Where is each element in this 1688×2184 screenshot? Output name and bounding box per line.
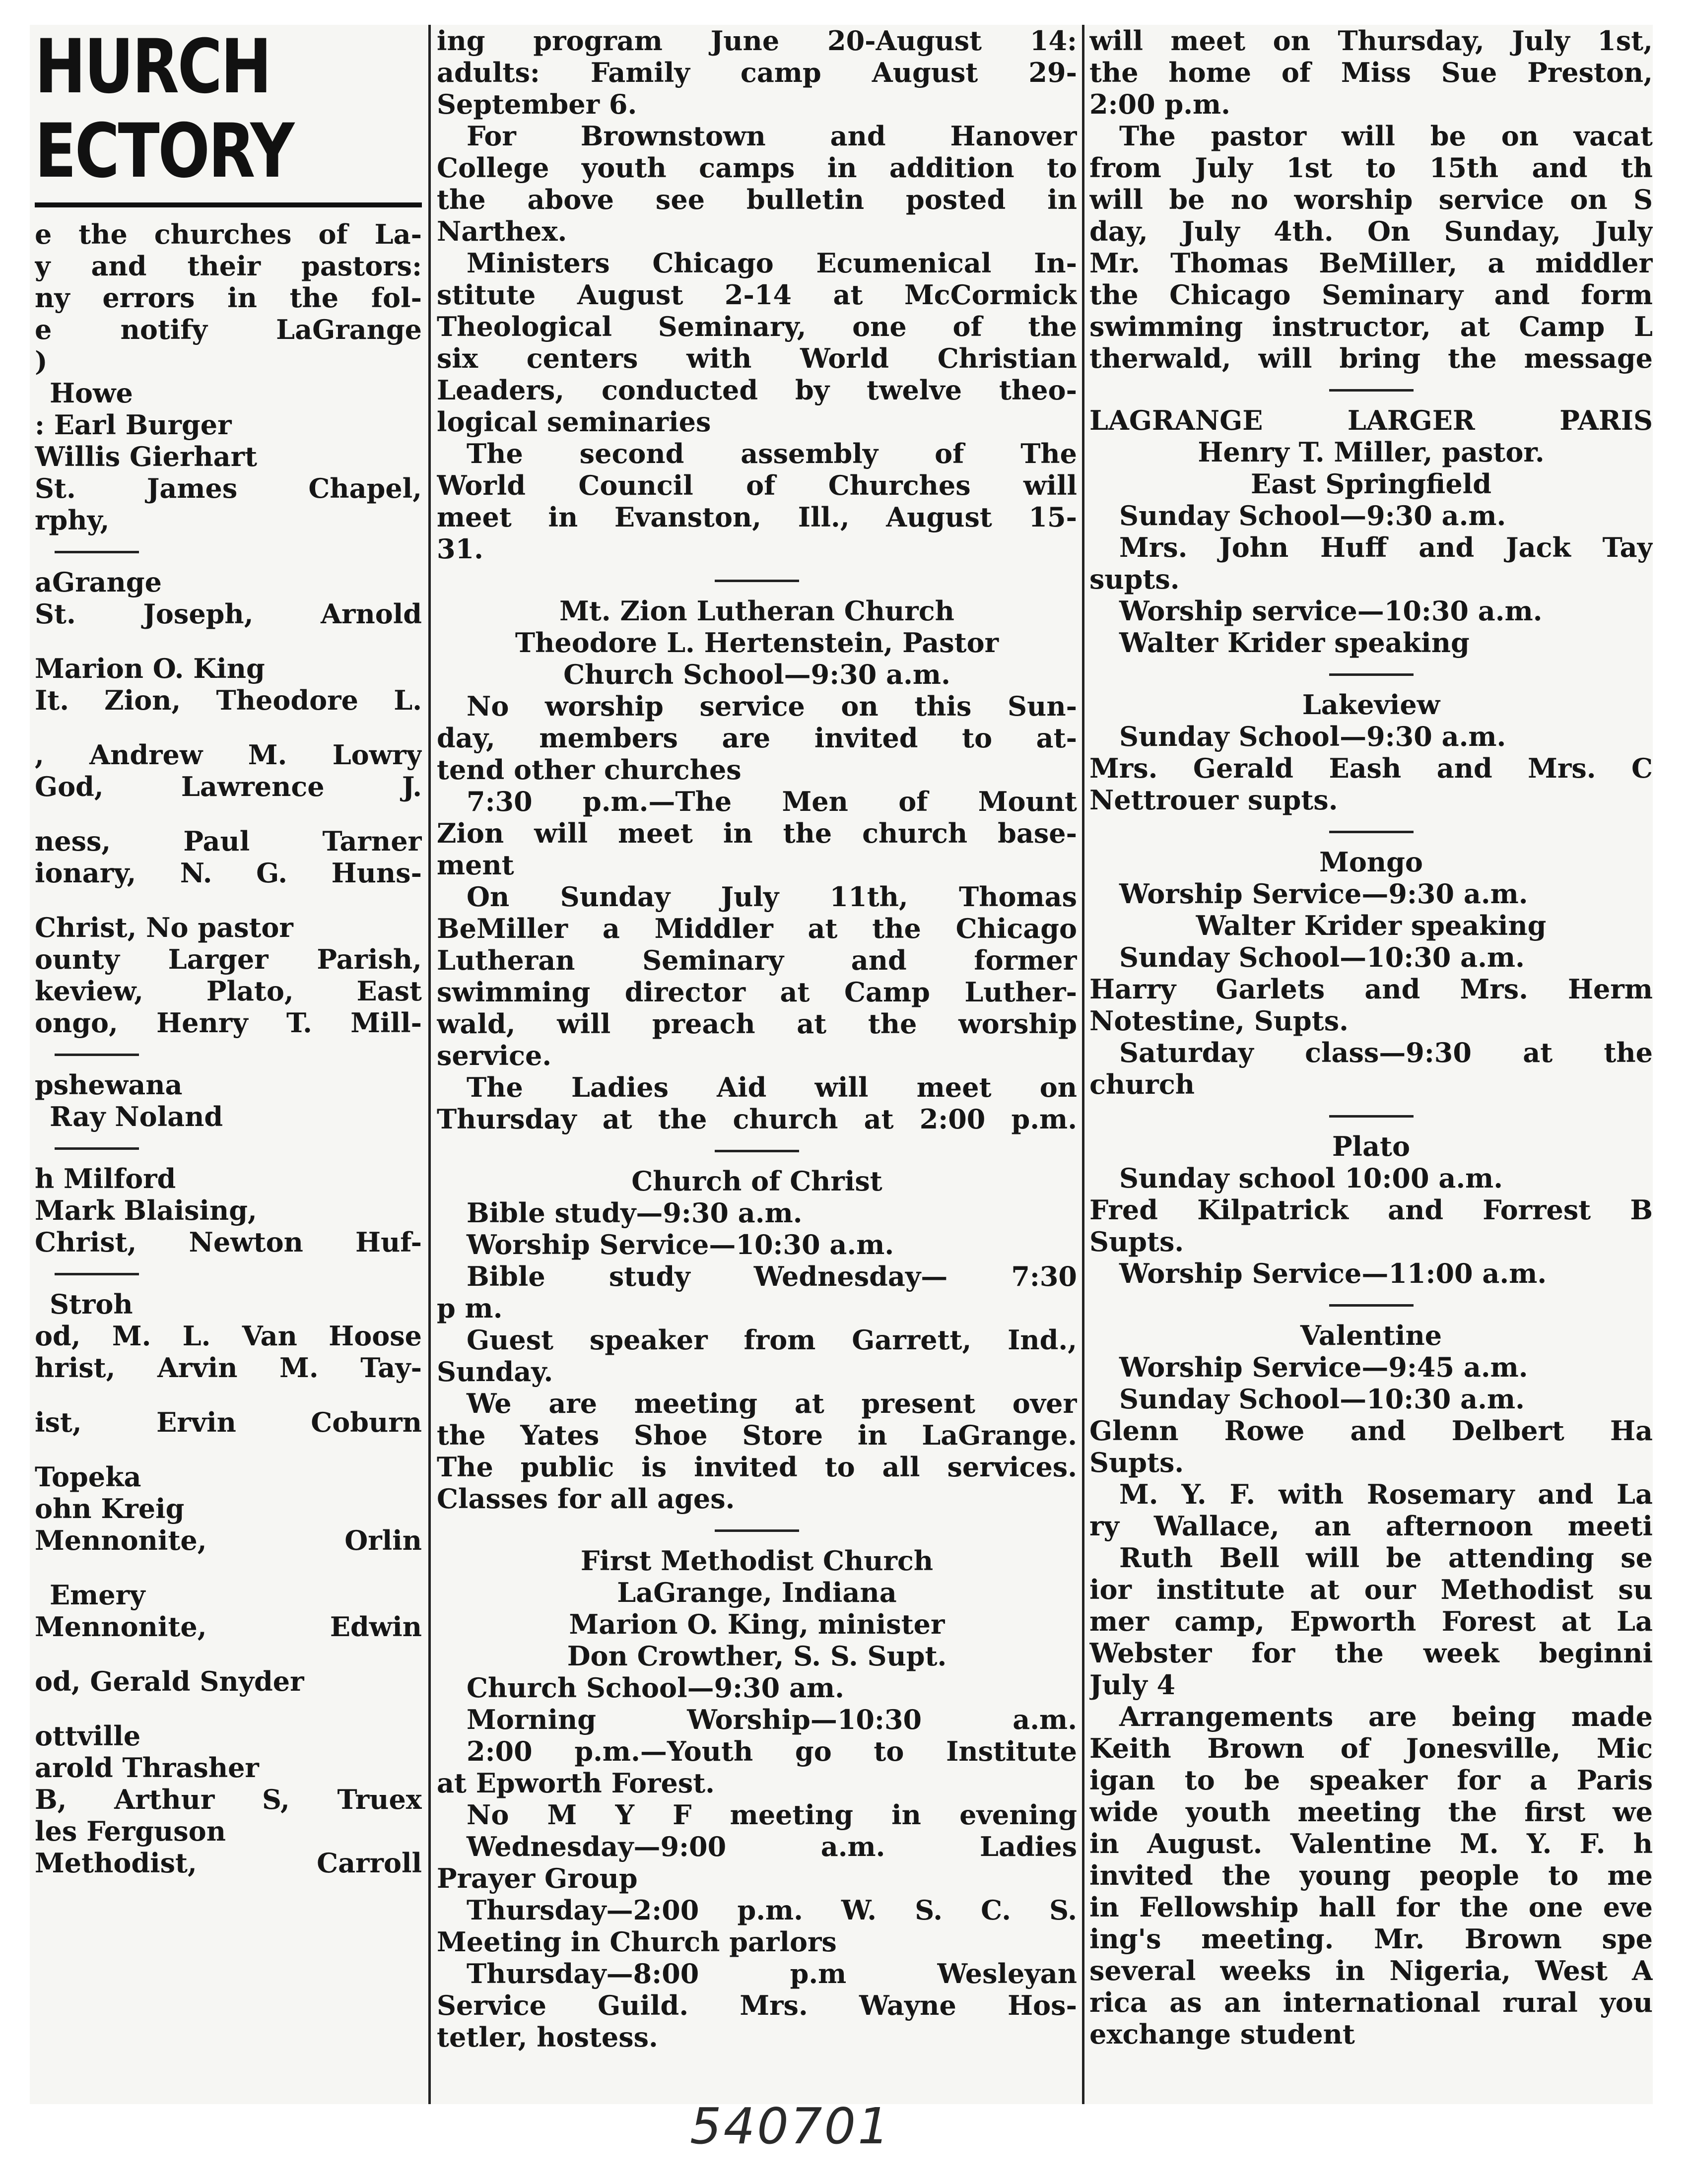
text-line: Morning Worship—10:30 a.m. [467,1704,1077,1735]
text-line: Walter Krider speaking [1196,910,1547,941]
text-line: We are meeting at present over [467,1388,1077,1419]
text-line: Mr. Thomas BeMiller, a middler [1089,247,1653,279]
text-line: ior institute at our Methodist su [1089,1574,1653,1605]
text-line: ing program June 20-August 14: [437,25,1077,57]
text-line: : Earl Burger [35,409,232,441]
text-line: M. Y. F. with Rosemary and La [1119,1478,1653,1510]
headline-line-1: HURCH [35,25,270,110]
text-line: 31. [437,533,483,565]
text-line: e notify LaGrange [35,314,422,345]
text-line: Guest speaker from Garrett, Ind., [467,1324,1077,1356]
spacer [35,1643,422,1665]
text-line: World Council of Churches will [437,469,1077,501]
section-rule [1329,673,1414,676]
text-line: the Yates Shoe Store in LaGrange. [437,1419,1077,1451]
section-rule [715,1150,799,1152]
text-line: swimming instructor, at Camp L [1089,311,1653,342]
text-line: adults: Family camp August 29- [437,57,1077,88]
text-line: God, Lawrence J. [35,771,422,802]
text-line: Fred Kilpatrick and Forrest B [1089,1194,1653,1226]
text-line: Notestine, Supts. [1089,1005,1349,1037]
text-line: arold Thrasher [35,1752,259,1784]
text-line: tetler, hostess. [437,2021,658,2053]
text-line: Mongo [1319,846,1423,878]
text-line: Sunday School—10:30 a.m. [1119,941,1525,973]
text-line: stitute August 2-14 at McCormick [437,279,1077,311]
text-line: Classes for all ages. [437,1483,735,1515]
text-line: Webster for the week beginni [1089,1637,1653,1669]
newspaper-clipping [30,25,1653,2104]
spacer [35,1697,422,1720]
text-line: Emery [50,1579,145,1611]
text-line: mer camp, Epworth Forest at La [1089,1605,1653,1637]
text-line: Service Guild. Mrs. Wayne Hos- [437,1989,1077,2021]
text-line: rica as an international rural you [1089,1986,1653,2018]
text-line: ment [437,849,514,881]
text-line: Thursday—2:00 p.m. W. S. C. S. [467,1894,1077,1926]
text-line: ness, Paul Tarner [35,825,422,857]
column-middle [437,25,1077,2104]
text-line: the home of Miss Sue Preston, [1089,57,1653,88]
text-line: ohn Kreig [35,1493,185,1524]
text-line: y and their pastors: [35,250,422,282]
text-line: logical seminaries [437,406,711,438]
text-line: Henry T. Miller, pastor. [1198,436,1545,468]
text-line: Mark Blaising, [35,1194,257,1226]
text-line: ounty Larger Parish, [35,943,422,975]
text-line: day, July 4th. On Sunday, July [1089,215,1653,247]
text-line: Marion O. King, minister [569,1608,945,1640]
text-line: will meet on Thursday, July 1st, [1089,25,1653,57]
text-line: ongo, Henry T. Mill- [35,1007,422,1039]
text-line: ottville [35,1720,141,1752]
text-line: ny errors in the fol- [35,282,422,314]
text-line: Zion will meet in the church base- [437,817,1077,849]
text-line: invited the young people to me [1089,1859,1653,1891]
text-line: Sunday School—9:30 a.m. [1119,500,1506,531]
text-line: supts. [1089,563,1180,595]
section-rule [1329,1304,1414,1307]
spacer [35,1384,422,1406]
text-line: tend other churches [437,754,742,786]
text-line: in August. Valentine M. Y. F. h [1089,1828,1653,1859]
text-line: LAGRANGE LARGER PARIS [1089,404,1653,436]
text-line: 2:00 p.m.—Youth go to Institute [467,1735,1077,1767]
text-line: 7:30 p.m.—The Men of Mount [467,786,1077,817]
column-divider [1082,25,1084,2104]
text-line: College youth camps in addition to [437,152,1077,184]
spacer [35,889,422,912]
text-line: church [1089,1068,1195,1100]
text-line: Don Crowther, S. S. Supt. [567,1640,947,1672]
text-line: Leaders, conducted by twelve theo- [437,374,1077,406]
section-rule [55,1273,139,1275]
text-line: Mrs. Gerald Eash and Mrs. C [1089,752,1653,784]
text-line: Walter Krider speaking [1119,627,1470,659]
text-line: Christ, Newton Huf- [35,1226,422,1258]
text-line: swimming director at Camp Luther- [437,976,1077,1008]
text-line: ionary, N. G. Huns- [35,857,422,889]
text-line: Ruth Bell will be attending se [1119,1542,1653,1574]
text-line: Nettrouer supts. [1089,784,1338,816]
text-line: Worship service—10:30 a.m. [1119,595,1543,627]
text-line: e the churches of La- [35,218,422,250]
text-line: Prayer Group [437,1862,638,1894]
text-line: the above see bulletin posted in [437,184,1077,215]
spacer [35,1556,422,1579]
text-line: Sunday school 10:00 a.m. [1119,1162,1503,1194]
section-rule [1329,1115,1414,1118]
text-line: hrist, Arvin M. Tay- [35,1352,422,1384]
text-line: St. James Chapel, [35,472,422,504]
text-line: ) [35,345,48,377]
headline-rule [35,202,422,207]
text-line: Thursday at the church at 2:00 p.m. [437,1103,1077,1135]
text-line: The public is invited to all services. [437,1451,1077,1483]
text-line: Harry Garlets and Mrs. Herm [1089,973,1653,1005]
text-line: Methodist, Carroll [35,1847,422,1879]
text-line: six centers with World Christian [437,342,1077,374]
text-line: p m. [437,1292,503,1324]
text-line: Supts. [1089,1226,1184,1257]
text-line: Worship Service—9:30 a.m. [1119,878,1528,910]
text-line: several weeks in Nigeria, West A [1089,1955,1653,1986]
column-right-body [1089,25,1653,2050]
text-line: Lakeview [1302,689,1440,721]
text-line: No worship service on this Sun- [467,690,1077,722]
text-line: September 6. [437,88,637,120]
column-right [1089,25,1653,2104]
section-rule [55,551,139,553]
text-line: pshewana [35,1069,183,1101]
text-line: , Andrew M. Lowry [35,739,422,771]
text-line: od, M. L. Van Hoose [35,1320,422,1352]
text-line: ist, Ervin Coburn [35,1406,422,1438]
text-line: Mrs. John Huff and Jack Tay [1119,531,1653,563]
text-line: For Brownstown and Hanover [467,120,1077,152]
text-line: St. Joseph, Arnold [35,598,422,630]
spacer [35,716,422,739]
text-line: Theodore L. Hertenstein, Pastor [515,627,999,659]
text-line: No M Y F meeting in evening [467,1799,1077,1831]
section-rule [1329,389,1414,392]
section-rule [1329,831,1414,833]
text-line: Bible study—9:30 a.m. [467,1197,803,1229]
text-line: from July 1st to 15th and th [1089,152,1653,184]
text-line: Church School—9:30 a.m. [563,659,950,690]
text-line: Meeting in Church parlors [437,1926,837,1958]
text-line: wide youth meeting the first we [1089,1796,1653,1828]
text-line: The Ladies Aid will meet on [467,1071,1077,1103]
text-line: Saturday class—9:30 at the [1119,1037,1653,1068]
handwritten-number: 540701 [690,2097,891,2155]
text-line: Mt. Zion Lutheran Church [559,595,954,627]
text-line: in Fellowship hall for the one eve [1089,1891,1653,1923]
text-line: First Methodist Church [580,1545,934,1577]
column-left-body [35,218,422,1879]
text-line: 2:00 p.m. [1089,88,1230,120]
text-line: Mennonite, Edwin [35,1611,422,1643]
text-line: igan to be speaker for a Paris [1089,1764,1653,1796]
text-line: Keith Brown of Jonesville, Mic [1089,1732,1653,1764]
text-line: Ministers Chicago Ecumenical In- [467,247,1077,279]
text-line: Bible study Wednesday— 7:30 [467,1260,1077,1292]
text-line: meet in Evanston, Ill., August 15- [437,501,1077,533]
text-line: Sunday School—10:30 a.m. [1119,1383,1525,1415]
text-line: Church School—9:30 am. [467,1672,844,1704]
text-line: Worship Service—11:00 a.m. [1119,1257,1547,1289]
text-line: It. Zion, Theodore L. [35,684,422,716]
text-line: keview, Plato, East [35,975,422,1007]
text-line: Valentine [1300,1320,1442,1351]
text-line: at Epworth Forest. [437,1767,715,1799]
text-line: Arrangements are being made [1119,1701,1653,1732]
section-rule [715,580,799,582]
headline-line-2: ECTORY [35,108,293,195]
text-line: od, Gerald Snyder [35,1665,304,1697]
text-line: Sunday School—9:30 a.m. [1119,721,1506,752]
text-line: Marion O. King [35,653,265,684]
text-line: Thursday—8:00 p.m Wesleyan [467,1958,1077,1989]
section-rule [55,1147,139,1150]
text-line: rphy, [35,504,110,536]
text-line: service. [437,1040,552,1071]
text-line: B, Arthur S, Truex [35,1784,422,1815]
text-line: the Chicago Seminary and form [1089,279,1653,311]
text-line: On Sunday July 11th, Thomas [467,881,1077,913]
text-line: Topeka [35,1461,141,1493]
column-divider [428,25,431,2104]
text-line: exchange student [1089,2018,1355,2050]
text-line: Howe [50,377,133,409]
text-line: The pastor will be on vacat [1119,120,1653,152]
text-line: Stroh [50,1288,133,1320]
text-line: Willis Gierhart [35,441,258,472]
text-line: ing's meeting. Mr. Brown spe [1089,1923,1653,1955]
section-rule [55,1054,139,1056]
text-line: East Springfield [1251,468,1491,500]
text-line: therwald, will bring the message [1089,342,1653,374]
text-line: The second assembly of The [467,438,1077,469]
text-line: Sunday. [437,1356,553,1388]
text-line: ry Wallace, an afternoon meeti [1089,1510,1653,1542]
text-line: wald, will preach at the worship [437,1008,1077,1040]
text-line: Narthex. [437,215,567,247]
text-line: Worship Service—9:45 a.m. [1119,1351,1528,1383]
text-line: les Ferguson [35,1815,226,1847]
spacer [35,802,422,825]
text-line: Church of Christ [631,1165,882,1197]
text-line: LaGrange, Indiana [617,1577,897,1608]
text-line: Glenn Rowe and Delbert Ha [1089,1415,1653,1447]
text-line: aGrange [35,566,162,598]
text-line: day, members are invited to at- [437,722,1077,754]
text-line: BeMiller a Middler at the Chicago [437,913,1077,944]
text-line: Supts. [1089,1447,1184,1478]
spacer [35,1438,422,1461]
column-middle-body [437,25,1077,2053]
spacer [35,630,422,653]
column-left [35,25,422,2104]
text-line: Worship Service—10:30 a.m. [467,1229,894,1260]
text-line: h Milford [35,1163,176,1194]
text-line: July 4 [1089,1669,1176,1701]
text-line: Ray Noland [50,1101,223,1132]
text-line: Plato [1332,1130,1411,1162]
text-line: Mennonite, Orlin [35,1524,422,1556]
text-line: Wednesday—9:00 a.m. Ladies [467,1831,1077,1862]
section-rule [715,1529,799,1532]
text-line: Lutheran Seminary and former [437,944,1077,976]
text-line: Theological Seminary, one of the [437,311,1077,342]
text-line: Christ, No pastor [35,912,293,943]
text-line: will be no worship service on S [1089,184,1653,215]
